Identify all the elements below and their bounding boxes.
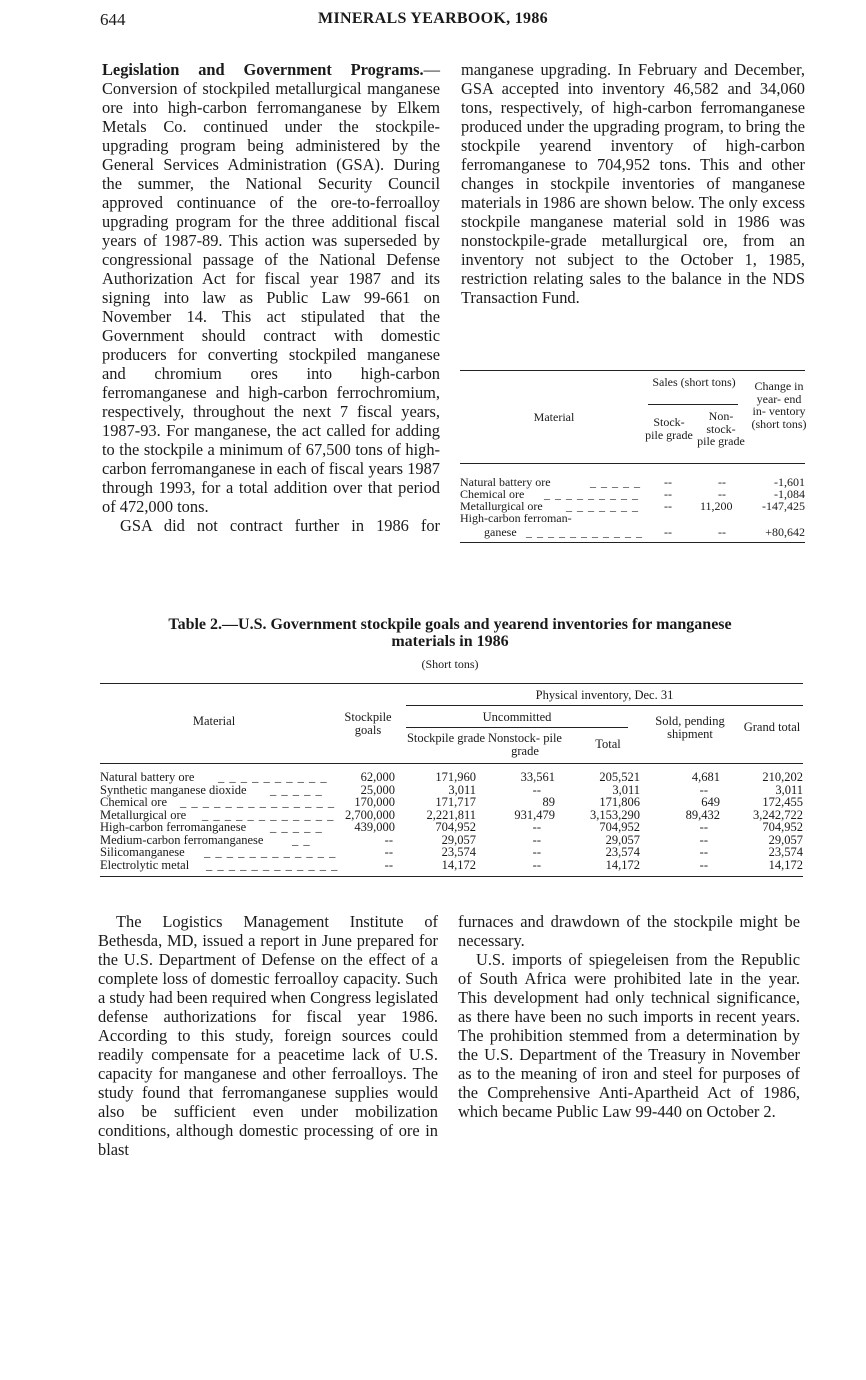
- table-row: Synthetic manganese dioxide _ _ _ _ _ 25,000 3,011 -- 3,011 -- 3,011: [100, 782, 803, 797]
- table-row: Medium-carbon ferromanganese _ _ -- 29,057 -- 29,057 -- 29,057: [100, 832, 803, 847]
- table-row: High-carbon ferromanganese _ _ _ _ _ 439,000 704,952 -- 704,952 -- 704,952: [100, 820, 803, 834]
- legislation-paragraph: [102, 60, 440, 516]
- section-run-head: Legislation and Government Programs.: [102, 60, 424, 79]
- st-header-material: Material: [533, 410, 575, 424]
- table2-title: Table 2.—U.S. Government stockpile goals and yearend inventories for manganese materials in 1986: [168, 616, 732, 650]
- upgrading-paragraph: manganese upgrading. In February and December, GSA accepted into inventory 46,582 and 34,060 tons, respectively, of high-carbon ferromanganese produced under the upgrading program, to bring the stockpile yearend inventory of high-carbon ferromanganese to 704,952 tons. This and other changes in stockpile inventories of manganese materials in 1986 are shown below. The only excess stockpile manganese material sold in 1986 was nonstockpile-grade metallurgical ore, from an inventory not subject to the October 1, 1985, restriction relating sales to the balance in the NDS Transaction Fund.: [461, 60, 805, 307]
- logistics-paragraph: The Logistics Management Institute of Bethesda, MD, issued a report in June prepared for the U.S. Department of Defense on the effect of a complete loss of domestic ferroalloy capacity. Such a study had been required when Congress legislated defense authorizations for fiscal year 1986. According to this study, foreign sources could readily compensate for a peacetime lack of U.S. capacity for manganese and other ferroalloys. The study found that ferromanganese supplies would also be sufficient even under mobilization conditions, although domestic processing of ore in blast: [98, 912, 439, 1159]
- table-row-continued: ganese _ _ _ _ _ _ _ _ _ _ _ -- -- +80,642: [484, 525, 805, 539]
- spiegeleisen-paragraph: U.S. imports of spiegeleisen from the Republic of South Africa were prohibited late in the year. This development had only technical significance, as there have been no such imports in recent years. The prohibition stemmed from a determination by the U.S. Department of the Treasury in November as to the meaning of iron and steel for purposes of the Comprehensive Anti-Apartheid Act of 1986, which became Public Law 99-440 on October 2.: [458, 950, 800, 1121]
- table-row: Chemical ore _ _ _ _ _ _ _ _ _ -- -- -1,084: [460, 487, 805, 501]
- table-row: Metallurgical ore _ _ _ _ _ _ _ -- 11,200 -147,425: [460, 499, 805, 513]
- left-column: [102, 60, 440, 554]
- right-column: [461, 60, 805, 307]
- table-row: High-carbon ferroman-: [460, 511, 572, 525]
- table-row: Silicomanganese _ _ _ _ _ _ _ _ _ _ _ _ -- 23,574 -- 23,574 -- 23,574: [100, 845, 803, 859]
- st-header-change: Change in year- end in- ventory (short tons): [751, 379, 807, 431]
- running-title: MINERALS YEARBOOK, 1986: [318, 10, 548, 27]
- bt-header-sold: Sold, pending shipment: [655, 714, 725, 741]
- bt-header-uncommitted: Uncommitted: [482, 710, 552, 724]
- table-row: Natural battery ore _ _ _ _ _ -- -- -1,601: [460, 475, 805, 489]
- table-row: Metallurgical ore _ _ _ _ _ _ _ _ _ _ _ _ 2,700,000 2,221,811 931,479 3,153,290 89,432 3,242,722: [100, 807, 803, 822]
- table-row: Electrolytic metal _ _ _ _ _ _ _ _ _ _ _ _ -- 14,172 -- 14,172 -- 14,172: [100, 857, 803, 872]
- st-header-sales: Sales (short tons): [652, 375, 736, 389]
- table2-units: (Short tons): [421, 657, 479, 671]
- table-row: Natural battery ore _ _ _ _ _ _ _ _ _ _ 62,000 171,960 33,561 205,521 4,681 210,202: [100, 770, 803, 784]
- stockpile-drawdown-paragraph: furnaces and drawdown of the stockpile might be necessary.: [458, 912, 800, 950]
- st-header-stockpile-grade: Stock- pile grade: [645, 415, 693, 442]
- bt-header-stockpile-grade: Stockpile grade: [406, 731, 486, 745]
- bt-header-material: Material: [192, 714, 236, 728]
- table-row: Chemical ore _ _ _ _ _ _ _ _ _ _ _ _ _ _ 170,000 171,717 89 171,806 649 172,455: [100, 795, 803, 809]
- bt-header-total: Total: [595, 737, 621, 751]
- bottom-left-column: [98, 912, 438, 1178]
- bt-header-nonstockpile-grade: Nonstock- pile grade: [488, 731, 562, 758]
- bottom-right-column: [458, 912, 800, 1121]
- gsa-paragraph-start: GSA did not contract further in 1986 for: [120, 516, 440, 535]
- legislation-text: —Conversion of stockpiled metallurgical manganese ore into high-carbon ferromanganese by Elkem Metals Co. continued under the stockpile-upgrading program being administered by the General Services Administration (GSA). During the summer, the National Security Council approved continuance of the ore-to-ferroalloy upgrading program for the three additional fiscal years of 1987-89. This action was superseded by congressional passage of the National Defense Authorization Act for fiscal year 1987 and its signing into law as Public Law 99-661 on November 14. This act stipulated that the Government should contract with domestic producers for converting stockpiled manganese and chromium ores into high-carbon ferromanganese and high-carbon ferrochromium, respectively, throughout the next 7 fiscal years, 1987-93. For manganese, the act called for adding to the stockpile a minimum of 67,500 tons of high-carbon ferromanganese in each of fiscal years 1987 through 1993, for a total addition over that period of 472,000 tons.: [102, 60, 440, 516]
- bt-header-goals: Stockpile goals: [344, 710, 392, 737]
- page-number: 644: [100, 10, 126, 29]
- bt-header-physical: Physical inventory, Dec. 31: [535, 688, 674, 702]
- bt-header-grand-total: Grand total: [743, 720, 801, 734]
- st-header-nonstockpile-grade: Non- stock- pile grade: [697, 409, 745, 448]
